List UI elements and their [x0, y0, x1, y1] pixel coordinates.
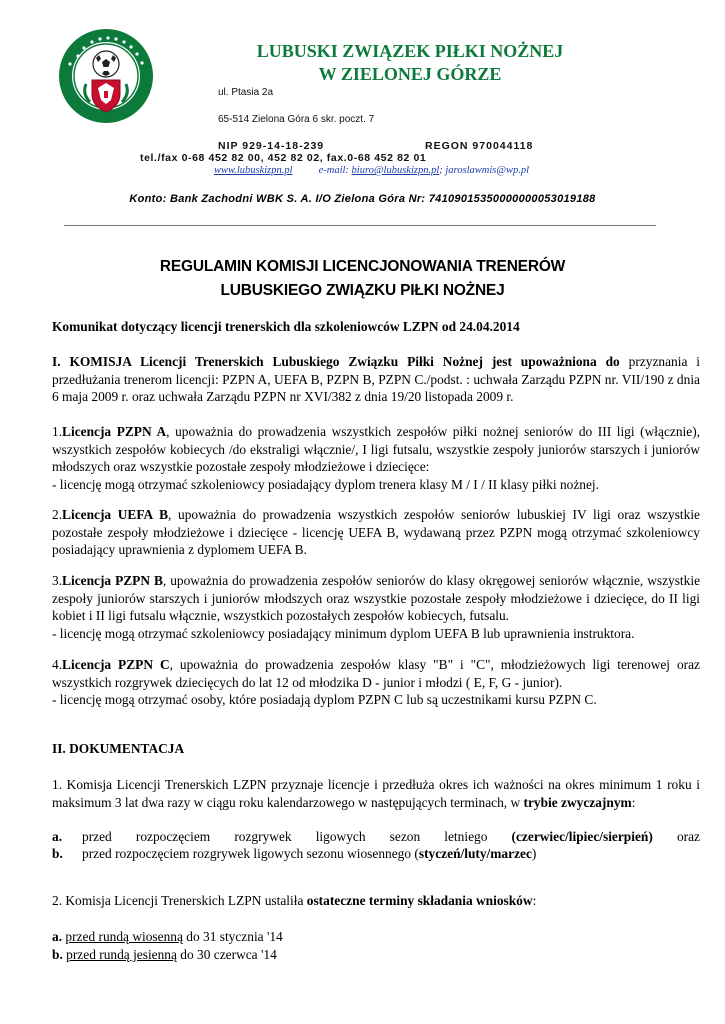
- document-title-line1: REGULAMIN KOMISJI LICENCJONOWANIA TRENERÓW: [159, 258, 566, 275]
- document-title-line2: LUBUSKIEGO ZWIĄZKU PIŁKI NOŻNEJ: [220, 282, 505, 299]
- item2-end: :: [532, 893, 537, 908]
- lzpn-crest-icon: [58, 28, 154, 124]
- street-address: ul. Ptasia 2a: [218, 87, 274, 98]
- license-number: 4.: [52, 657, 63, 672]
- section1-text: przyznania i przedłużania trenerom licencji: PZPN A, UEFA B, PZPN B, PZPN C./podst. : uchwała Zarządu PZPN nr. VII/190 z dnia 6 maja 2009 r. oraz uchwała Zarządu PZPN nr XVI/382 z dnia 19/20 listopada 2009 r.: [52, 354, 700, 404]
- documentation-item1: [52, 776, 700, 811]
- schedule-row-a: [52, 828, 700, 846]
- row-label: b.: [52, 846, 63, 861]
- item1-text: 1. Komisja Licencji Trenerskich LZPN przyznaje licencje i przedłuża okres ich ważności na okres minimum 1 roku i maksimum 3 lat dwa razy w ciągu roku kalendarzowego w następujących terminach, w: [52, 777, 700, 810]
- deadline-spring: [52, 928, 700, 946]
- website-link[interactable]: www.lubuskizpn.pl: [214, 165, 293, 176]
- schedule-row-b: [52, 845, 700, 863]
- license-number: 2.: [52, 507, 63, 522]
- license-note: - licencję mogą otrzymać szkoleniowcy posiadający dyplom trenera klasy M / I / II klasy piłki nożnej.: [52, 476, 599, 492]
- documentation-item2: [52, 892, 700, 910]
- license-name: Licencja PZPN B: [62, 573, 163, 588]
- postal-address: 65-514 Zielona Góra 6 skr. poczt. 7: [218, 114, 375, 125]
- section2-heading: II. DOKUMENTACJA: [52, 741, 185, 756]
- term-label: a.: [52, 929, 63, 944]
- bank-account: Konto: Bank Zachodni WBK S. A. I/O Zielona Góra Nr: 74109015350000000053019188: [129, 193, 596, 205]
- license-note: - licencję mogą otrzymać szkoleniowcy posiadający minimum dyplom UEFA B lub uprawnienia instruktora.: [52, 625, 635, 641]
- term-link: przed rundą jesienną: [66, 947, 177, 962]
- term-link: przed rundą wiosenną: [65, 929, 183, 944]
- communique-heading: Komunikat dotyczący licencji trenerskich dla szkoleniowców LZPN od 24.04.2014: [52, 319, 520, 334]
- row-label: a.: [52, 829, 63, 844]
- license-text: , upoważnia do prowadzenia zespołów klasy "B" i "C", młodzieżowych ligi terenowej oraz wszystkich rozgrywek dziecięcych do lat 12 od młodzika D - junior i młodzi ( E, F, G - junior).: [52, 657, 700, 690]
- item2-bold: ostateczne terminy składania wniosków: [306, 893, 533, 908]
- license-uefa-b: [52, 506, 700, 559]
- item2-text: 2. Komisja Licencji Trenerskich LZPN ustaliła: [52, 893, 307, 908]
- deadline-autumn: [52, 946, 700, 964]
- row-text: przed rozpoczęciem rozgrywek ligowych sezonu wiosennego (styczeń/luty/marzec): [82, 846, 537, 861]
- license-name: Licencja PZPN C: [62, 657, 170, 672]
- license-note: - licencję mogą otrzymać osoby, które posiadają dyplom PZPN C lub są uczestnikami kursu PZPN C.: [52, 692, 597, 707]
- row-text: przed rozpoczęciem rozgrywek ligowych sezon letniego (czerwiec/lipiec/sierpień) oraz: [82, 829, 700, 844]
- section1-paragraph: [52, 353, 700, 406]
- email-label: e-mail:: [318, 165, 349, 176]
- license-text: , upoważnia do prowadzenia wszystkich zespołów piłki nożnej seniorów do III ligi (włącznie), wszystkich zespołów kobiecych /do ekstraligi włącznie/, I ligi futsalu, wszystkie zespoły juniorów starszych i juniorów młodszych oraz wszystkie pozostałe zespoły młodzieżowe i dziecięce:: [52, 424, 701, 474]
- section1-heading: I. KOMISJA Licencji Trenerskich Lubuskiego Związku Piłki Nożnej jest upoważniona do: [52, 354, 620, 369]
- term-label: b.: [52, 947, 63, 962]
- license-name: Licencja PZPN A: [62, 424, 167, 439]
- organization-name-line1: LUBUSKI ZWIĄZEK PIŁKI NOŻNEJ: [256, 41, 564, 61]
- license-number: 1.: [52, 424, 63, 439]
- regon-number: REGON 970044118: [425, 140, 534, 152]
- organization-name-line2: W ZIELONEJ GÓRZE: [318, 64, 502, 84]
- tel-fax: tel./fax 0-68 452 82 00, 452 82 02, fax.0-68 452 82 01: [140, 152, 427, 164]
- term-rest: do 30 czerwca '14: [176, 947, 277, 962]
- email-link[interactable]: biuro@lubuskizpn.pl: [351, 165, 440, 176]
- item1-end: :: [631, 794, 636, 810]
- license-text: , upoważnia do prowadzenia zespołów seniorów do klasy okręgowej seniorów włącznie, wszystkie zespoły juniorów starszych i juniorów młodszych oraz wszystkie pozostałe zespoły młodzieżowe i dziecięce, do II ligi kobiet i II ligi futsalu włącznie, wszystkich pozostałych zespołów kobiecych, futsalu.: [52, 573, 701, 623]
- license-pzpn-c: [52, 656, 700, 709]
- term-rest: do 31 stycznia '14: [182, 929, 283, 944]
- license-pzpn-b: [52, 572, 700, 642]
- license-pzpn-a: [52, 423, 700, 493]
- nip-number: NIP 929-14-18-239: [218, 140, 325, 152]
- license-text: , upoważnia do prowadzenia wszystkich zespołów seniorów lubuskiej IV ligi oraz wszystkie pozostałe zespoły młodzieżowe i dziecięce - licencję UEFA B, wydawaną przez PZPN mogą otrzymać szkoleniowcy posiadający uprawnienia z dyplomem UEFA B.: [52, 507, 700, 557]
- email-secondary: ; jaroslawmis@wp.pl: [439, 165, 530, 176]
- item1-bold: trybie zwyczajnym: [523, 794, 632, 810]
- organization-name: [210, 40, 610, 86]
- license-name: Licencja UEFA B: [62, 507, 169, 522]
- contact-links: [214, 165, 529, 176]
- header-divider: [64, 225, 656, 226]
- license-number: 3.: [52, 573, 63, 588]
